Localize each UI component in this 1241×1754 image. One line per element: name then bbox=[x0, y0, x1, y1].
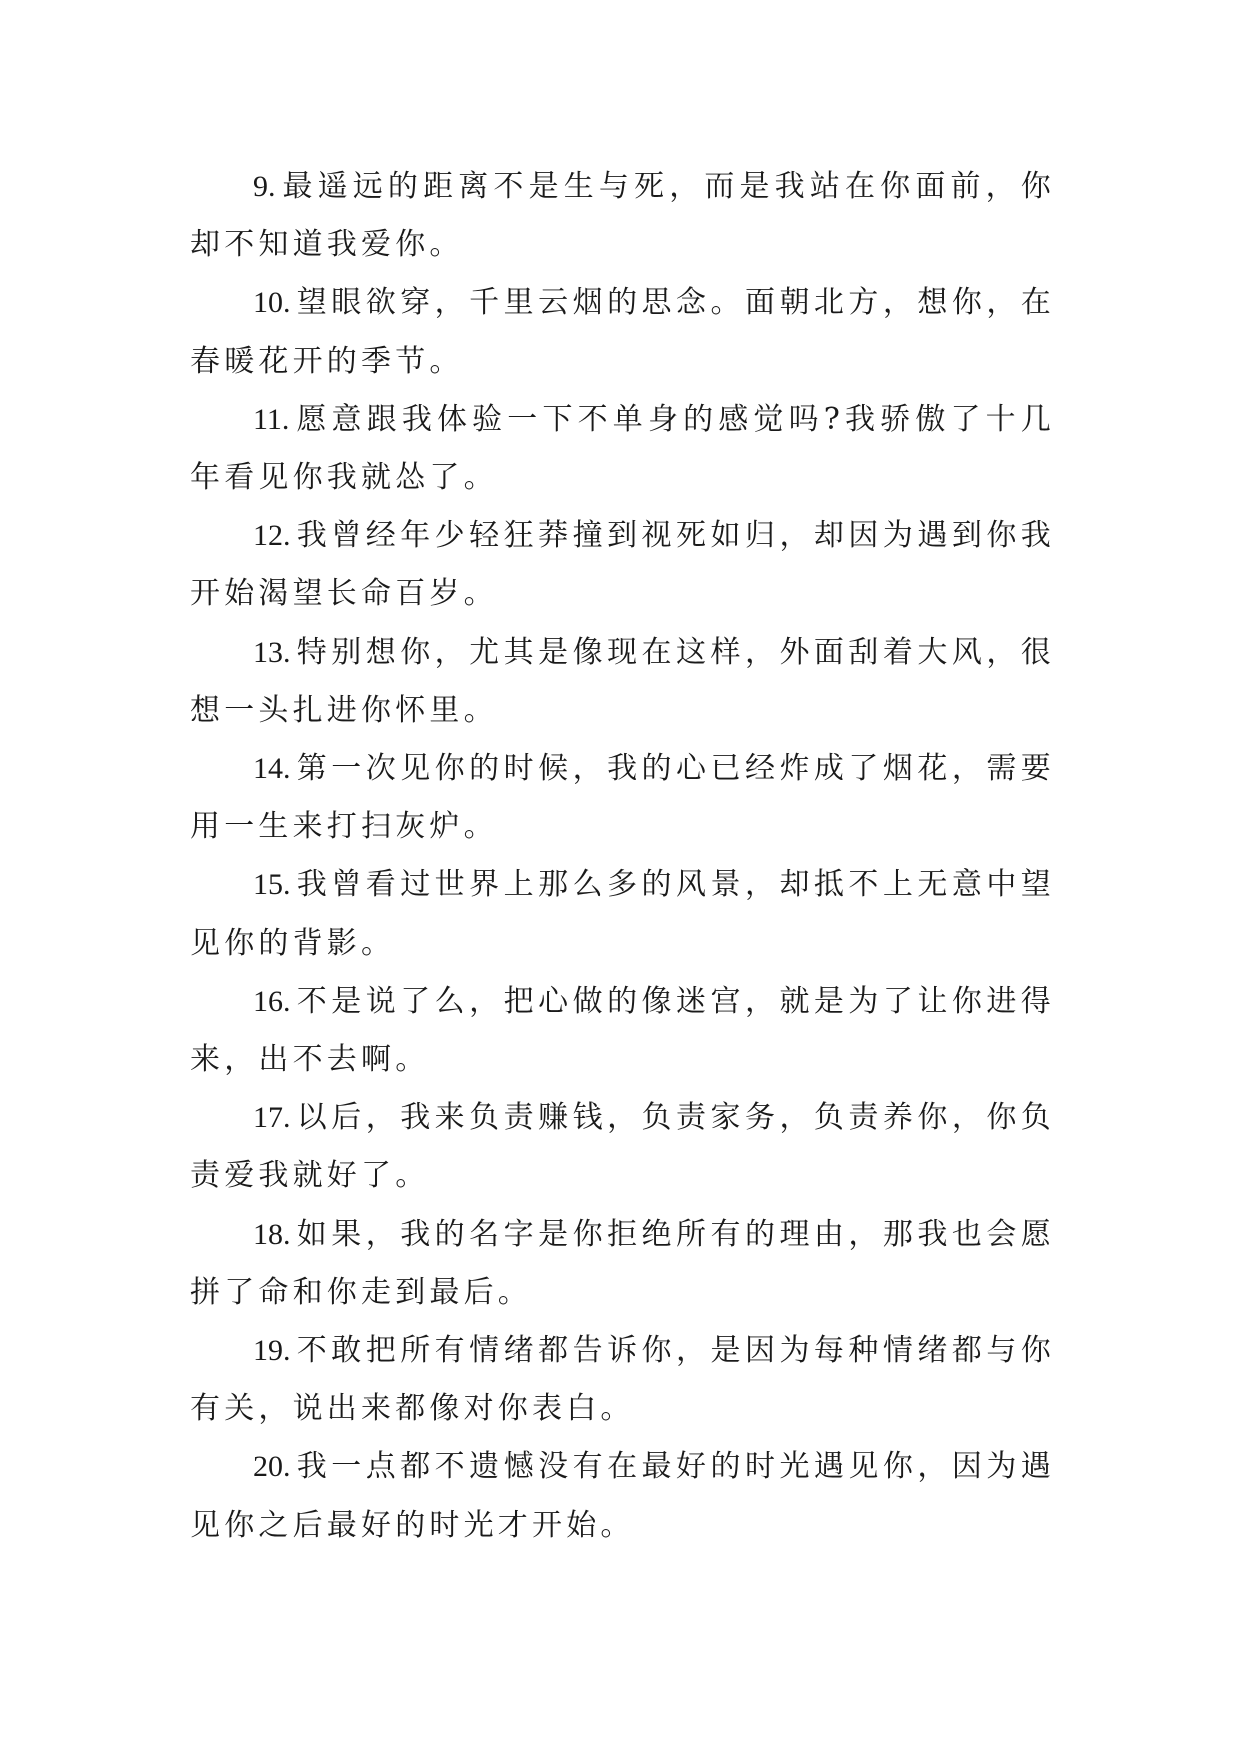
item-number: 17. bbox=[253, 1101, 291, 1135]
item-number: 12. bbox=[253, 519, 291, 553]
item-number: 10. bbox=[253, 286, 291, 320]
item-text: 如果，我的名字是你拒绝所有的理由，那我也会愿拼了命和你走到最后。 bbox=[190, 1216, 1055, 1310]
paragraph-19 bbox=[190, 1322, 1055, 1438]
paragraph-14 bbox=[190, 740, 1055, 856]
document-body bbox=[190, 158, 1055, 1555]
item-number: 9. bbox=[253, 170, 276, 203]
item-text: 我曾看过世界上那么多的风景，却抵不上无意中望见你的背影。 bbox=[190, 867, 1055, 961]
paragraph-16 bbox=[190, 973, 1055, 1089]
paragraph-12 bbox=[190, 507, 1055, 623]
item-text: 愿意跟我体验一下不单身的感觉吗?我骄傲了十几年看见你我就怂了。 bbox=[190, 401, 1055, 496]
item-text: 我曾经年少轻狂莽撞到视死如归，却因为遇到你我开始渴望长命百岁。 bbox=[190, 518, 1055, 612]
paragraph-17 bbox=[190, 1089, 1055, 1205]
item-text: 望眼欲穿，千里云烟的思念。面朝北方，想你，在春暖花开的季节。 bbox=[190, 285, 1055, 379]
item-number: 14. bbox=[253, 752, 291, 786]
item-number: 11. bbox=[253, 402, 290, 436]
paragraph-13 bbox=[190, 624, 1055, 740]
item-number: 18. bbox=[253, 1217, 291, 1251]
item-text: 第一次见你的时候，我的心已经炸成了烟花，需要用一生来打扫灰炉。 bbox=[190, 751, 1055, 845]
item-number: 15. bbox=[253, 868, 291, 902]
item-text: 不敢把所有情绪都告诉你，是因为每种情绪都与你有关，说出来都像对你表白。 bbox=[190, 1333, 1055, 1427]
item-text: 以后，我来负责赚钱，负责家务，负责养你，你负责爱我就好了。 bbox=[190, 1100, 1055, 1194]
paragraph-20 bbox=[190, 1438, 1055, 1554]
item-text: 最遥远的距离不是生与死，而是我站在你面前，你却不知道我爱你。 bbox=[190, 169, 1055, 263]
paragraph-15 bbox=[190, 856, 1055, 972]
item-text: 我一点都不遗憾没有在最好的时光遇见你，因为遇见你之后最好的时光才开始。 bbox=[190, 1449, 1055, 1543]
item-number: 16. bbox=[253, 984, 291, 1018]
item-number: 19. bbox=[253, 1334, 291, 1368]
item-number: 20. bbox=[253, 1450, 291, 1484]
paragraph-10 bbox=[190, 274, 1055, 390]
item-text: 特别想你，尤其是像现在这样，外面刮着大风，很想一头扎进你怀里。 bbox=[190, 634, 1055, 728]
paragraph-18 bbox=[190, 1206, 1055, 1322]
item-text: 不是说了么，把心做的像迷宫，就是为了让你进得来，出不去啊。 bbox=[190, 983, 1055, 1078]
item-number: 13. bbox=[253, 635, 291, 669]
paragraph-9 bbox=[190, 158, 1055, 274]
paragraph-11 bbox=[190, 391, 1055, 507]
